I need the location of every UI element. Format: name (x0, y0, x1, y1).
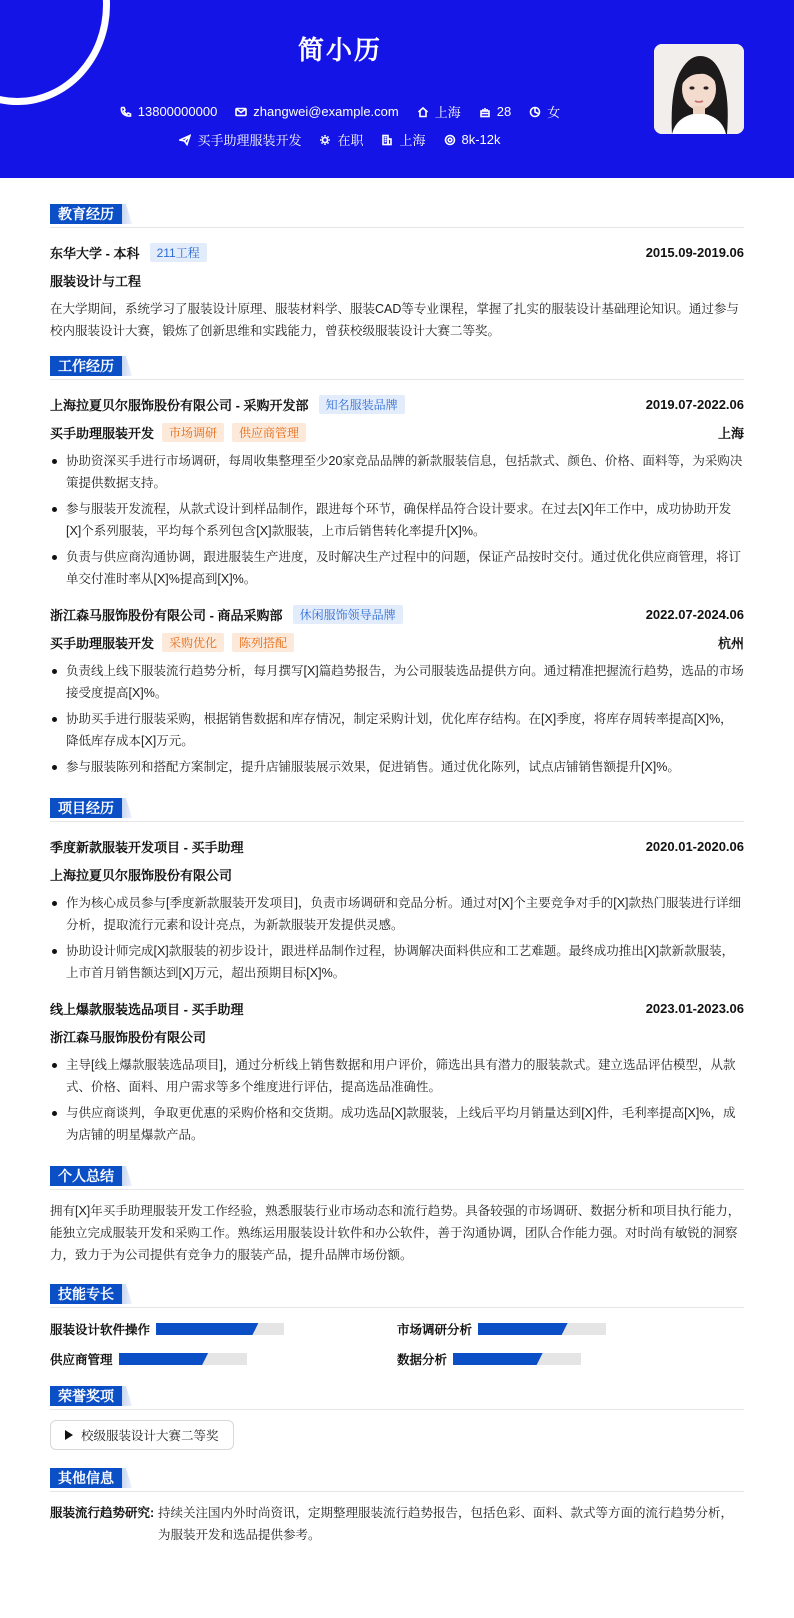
work-section (50, 350, 744, 778)
list-item: 协助设计师完成[X]款服装的初步设计，跟进样品制作过程，协调解决面料供应和工艺难题。最终成功推出[X]款新款服装，上市首月销售额达到[X]万元，超出预期目标[X]%。 (50, 940, 744, 984)
skill-item (397, 1350, 744, 1368)
section-title: 项目经历 (50, 798, 122, 818)
skill-level-bar (478, 1323, 606, 1335)
skill-name: 服装设计软件操作 (50, 1323, 151, 1337)
skill-level-bar (453, 1353, 581, 1365)
age-text: 28 (496, 104, 512, 119)
skill-level-bar (156, 1323, 284, 1335)
list-item: 协助买手进行服装采购，根据销售数据和库存情况，制定采购计划，优化库存结构。在[X]季度，将库存周转率提高[X]%，降低库存成本[X]万元。 (50, 708, 744, 752)
section-title: 工作经历 (50, 356, 122, 376)
building-icon (381, 134, 393, 146)
project-company: 浙江森马服饰股份有限公司 (50, 1029, 207, 1045)
salary-icon (444, 134, 456, 146)
summary-text: 拥有[X]年买手助理服装开发工作经验，熟悉服装行业市场动态和流行趋势。具备较强的市场调研、数据分析和项目执行能力，能独立完成服装开发和采购工作。熟练运用服装设计软件和办公软件，善于沟通协调，团队合作能力强。对时尚有敏锐的洞察力，致力于为公司提供有竞争力的服装产品，提升品牌市场份额。 (50, 1204, 741, 1262)
skill-level-fill (478, 1323, 568, 1335)
awards-section (50, 1380, 744, 1450)
intent-city-text: 上海 (399, 133, 426, 148)
phone-icon (120, 106, 132, 118)
list-item: 作为核心成员参与[季度新款服装开发项目]，负责市场调研和竞品分析。通过对[X]个主要竞争对手的[X]款热门服装进行详细分析，提取流行元素和设计亮点，为新款服装开发提供灵感。 (50, 892, 744, 936)
work-entry (50, 600, 744, 778)
skill-name: 数据分析 (397, 1353, 448, 1367)
section-header (50, 198, 744, 228)
intent-city-info (381, 130, 425, 149)
list-item: 参与服装陈列和搭配方案制定，提升店铺服装展示效果，促进销售。通过优化陈列，试点店铺销售额提升[X]%。 (50, 756, 744, 778)
phone-info (120, 102, 218, 121)
skill-level-fill (156, 1323, 258, 1335)
role-name: 买手助理服装开发 (50, 425, 155, 441)
work-location: 杭州 (717, 635, 744, 651)
section-title: 其他信息 (50, 1468, 122, 1488)
profile-photo (654, 44, 744, 134)
section-header (50, 1278, 744, 1308)
skill-level-fill (119, 1353, 209, 1365)
education-entry (50, 238, 744, 342)
phone-text: 13800000000 (137, 104, 218, 119)
work-entry (50, 390, 744, 590)
status-icon (319, 134, 331, 146)
mail-icon (235, 106, 247, 118)
gender-icon (529, 106, 541, 118)
email-text: zhangwei@example.com (253, 104, 399, 119)
home-icon (417, 106, 429, 118)
project-date: 2023.01-2023.06 (645, 1000, 744, 1016)
project-bullets (50, 1054, 744, 1146)
skill-level-bar (119, 1353, 247, 1365)
project-date: 2020.01-2020.06 (645, 838, 744, 854)
company-name: 浙江森马服饰股份有限公司 - 商品采购部 (50, 607, 283, 623)
list-item: 参与服装开发流程，从款式设计到样品制作，跟进每个环节，确保样品符合设计要求。在过去[X]年工作中，成功协助开发[X]个系列服装，平均每个系列包含[X]款服装，上市后销售转化率提升[X]%。 (50, 498, 744, 542)
send-icon (179, 134, 191, 146)
skills-section (50, 1278, 744, 1368)
age-info (479, 102, 511, 121)
skill-item (50, 1350, 397, 1368)
section-header (50, 792, 744, 822)
work-date: 2019.07-2022.06 (645, 396, 744, 412)
skills-grid (50, 1318, 744, 1368)
resume-body (50, 190, 744, 1546)
residence-text: 上海 (434, 105, 461, 120)
intent-position-info (179, 130, 301, 149)
project-section (50, 792, 744, 1146)
section-header (50, 1160, 744, 1190)
section-title: 荣誉奖项 (50, 1386, 122, 1406)
education-section (50, 198, 744, 342)
school-name: 东华大学 - 本科 (50, 245, 140, 261)
job-status-text: 在职 (337, 133, 364, 148)
section-title: 个人总结 (50, 1166, 122, 1186)
award-name: 校级服装设计大赛二等奖 (81, 1429, 219, 1443)
job-status-info (319, 130, 363, 149)
gender-info (529, 102, 560, 121)
skill-tag: 供应商管理 (232, 423, 306, 442)
work-date: 2022.07-2024.06 (645, 606, 744, 622)
education-date: 2015.09-2019.06 (645, 244, 744, 260)
list-item: 负责线上线下服装流行趋势分析，每月撰写[X]篇趋势报告，为公司服装选品提供方向。通过精准把握流行趋势，选品的市场接受度提高[X]%。 (50, 660, 744, 704)
salary-text: 8k-12k (461, 132, 501, 147)
section-header (50, 1380, 744, 1410)
skill-name: 市场调研分析 (397, 1323, 473, 1337)
award-chip[interactable] (50, 1420, 234, 1450)
education-description: 在大学期间，系统学习了服装设计原理、服装材料学、服装CAD等专业课程，掌握了扎实的服装设计基础理论知识。通过参与校内服装设计大赛，锻炼了创新思维和实践能力，曾获校级服装设计大赛二等奖。 (50, 302, 739, 338)
role-name: 买手助理服装开发 (50, 635, 155, 651)
project-entry (50, 994, 744, 1146)
section-title: 教育经历 (50, 204, 122, 224)
list-item: 负责与供应商沟通协调，跟进服装生产进度，及时解决生产过程中的问题，保证产品按时交付。通过优化供应商管理，将订单交付准时率从[X]%提高到[X]%。 (50, 546, 744, 590)
project-name: 线上爆款服装选品项目 - 买手助理 (50, 1001, 244, 1017)
job-intent-row (0, 130, 680, 149)
play-triangle-icon (65, 1430, 73, 1440)
skill-item (50, 1320, 397, 1338)
list-item: 主导[线上爆款服装选品项目]，通过分析线上销售数据和用户评价，筛选出具有潜力的服装款式。建立选品评估模型，从款式、价格、面料、用户需求等多个维度进行评估，提高选品准确性。 (50, 1054, 744, 1098)
project-entry (50, 832, 744, 984)
work-location: 上海 (717, 425, 744, 441)
age-icon (479, 106, 491, 118)
project-bullets (50, 892, 744, 984)
company-tag: 休闲服饰领导品牌 (293, 605, 403, 624)
skill-tag: 市场调研 (162, 423, 224, 442)
email-info (235, 102, 398, 121)
residence-info (417, 102, 461, 121)
work-bullets (50, 450, 744, 590)
company-tag: 知名服装品牌 (319, 395, 405, 414)
work-bullets (50, 660, 744, 778)
other-info-key: 服装流行趋势研究: (50, 1506, 155, 1520)
contact-row (0, 102, 680, 121)
project-name: 季度新款服装开发项目 - 买手助理 (50, 839, 244, 855)
section-header (50, 350, 744, 380)
other-section (50, 1462, 744, 1546)
list-item: 协助资深买手进行市场调研，每周收集整理至少20家竞品品牌的新款服装信息，包括款式、颜色、价格、面料等，为采购决策提供数据支持。 (50, 450, 744, 494)
list-item: 与供应商谈判，争取更优惠的采购价格和交货期。成功选品[X]款服装，上线后平均月销量达到[X]件，毛利率提高[X]%，成为店铺的明星爆款产品。 (50, 1102, 744, 1146)
salary-info (444, 130, 501, 149)
company-name: 上海拉夏贝尔服饰股份有限公司 - 采购开发部 (50, 397, 309, 413)
school-tag: 211工程 (150, 243, 207, 262)
section-title: 技能专长 (50, 1284, 122, 1304)
skill-tag: 陈列搭配 (232, 633, 294, 652)
summary-section (50, 1160, 744, 1266)
skill-level-fill (453, 1353, 543, 1365)
intent-position-text: 买手助理服装开发 (197, 133, 302, 148)
gender-text: 女 (547, 105, 561, 120)
other-info-row (50, 1502, 744, 1546)
project-company: 上海拉夏贝尔服饰股份有限公司 (50, 867, 233, 883)
skill-name: 供应商管理 (50, 1353, 113, 1367)
major-name: 服装设计与工程 (50, 273, 142, 289)
section-header (50, 1462, 744, 1492)
other-info-value: 持续关注国内外时尚资讯，定期整理服装流行趋势报告，包括色彩、面料、款式等方面的流行趋势分析，为服装开发和选品提供参考。 (158, 1506, 734, 1542)
skill-item (397, 1320, 744, 1338)
resume-header (0, 0, 794, 178)
skill-tag: 采购优化 (162, 633, 224, 652)
candidate-name: 简小历 (297, 35, 382, 65)
